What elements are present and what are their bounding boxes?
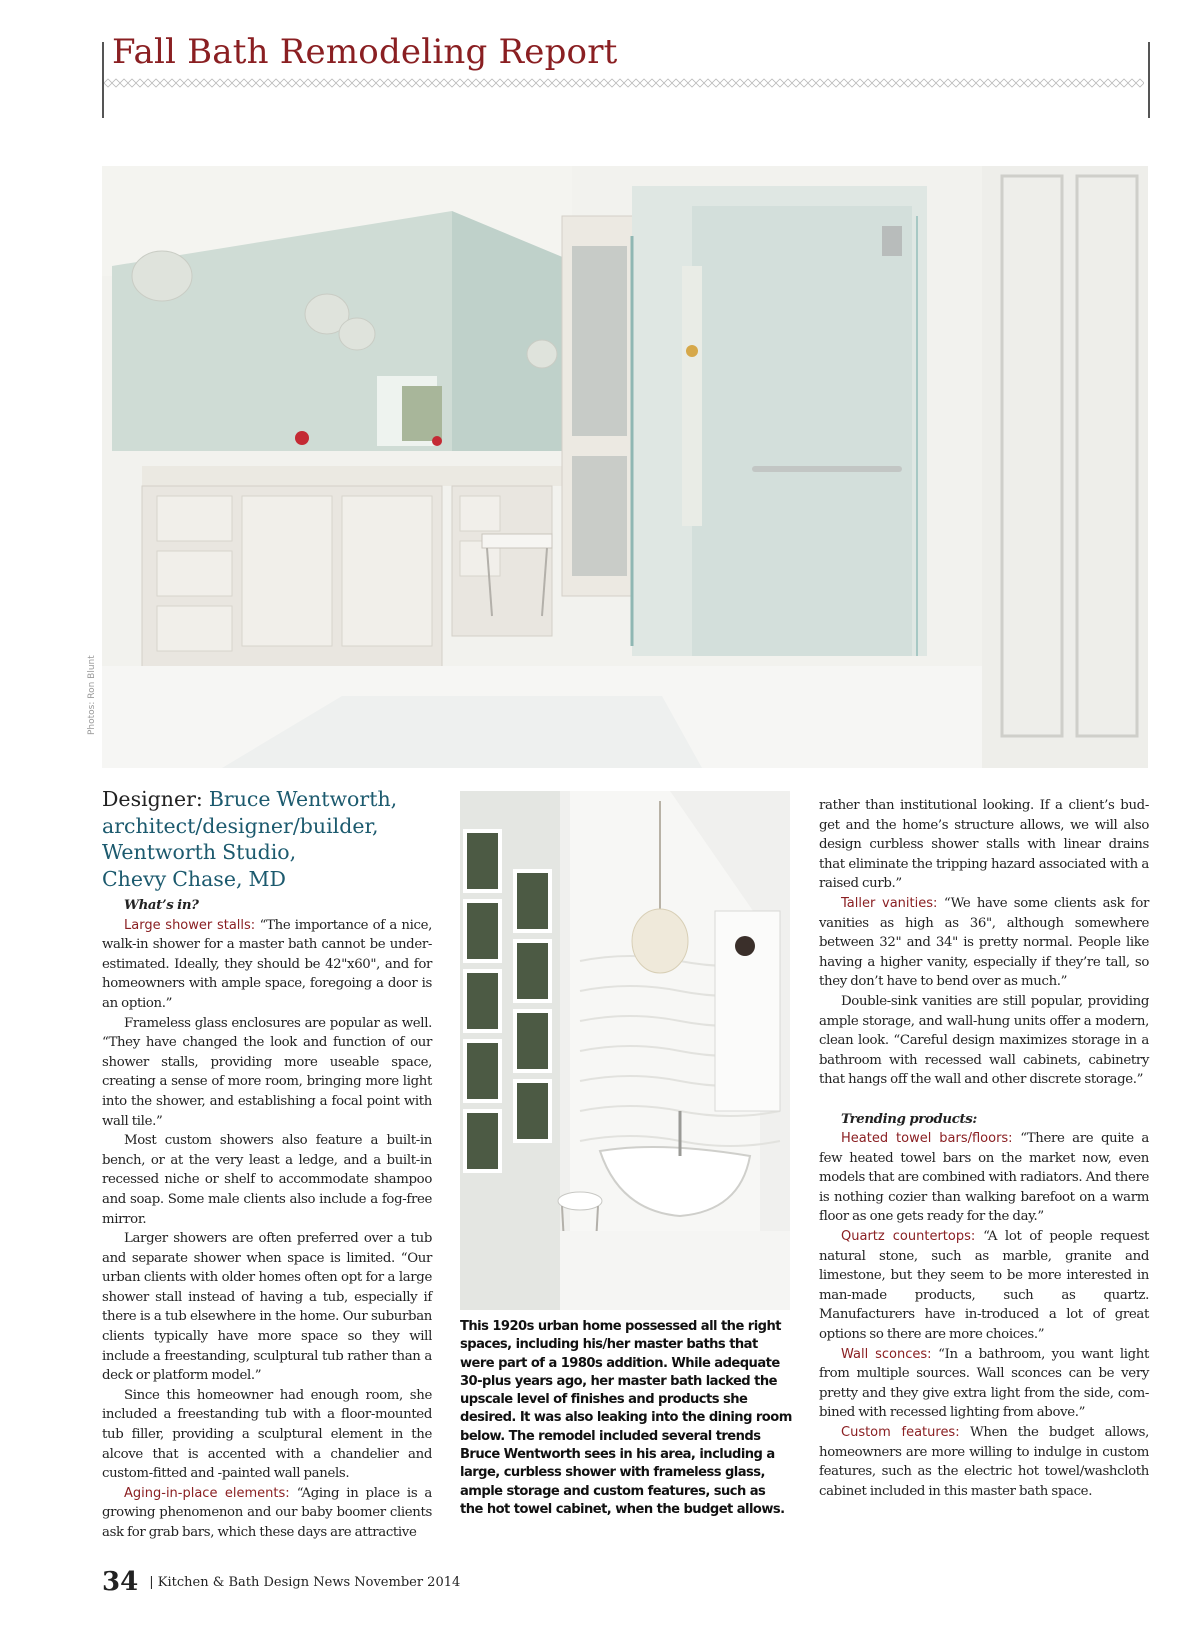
footer-publication: | Kitchen & Bath Design News November 2014 [149, 1574, 461, 1590]
designer-name-line-2: architect/designer/builder, [102, 813, 379, 838]
page-number: 34 [102, 1567, 139, 1597]
designer-credit [102, 786, 432, 892]
paragraph: Since this homeowner had enough room, she included a freestanding tub with a floor-mounted tub filler, providing a sculptural element in the alcove that is accented with a chandelier and custom-fitted and -painted wall panels. [102, 1387, 432, 1482]
photo-credit: Photos: Ron Blunt [87, 655, 97, 735]
paragraph-text: “We have some clients ask for vanities as high as 36", although somewhere between 32" and 34" is pretty normal. People like having a higher vanity, especially if they’re tall, so they don’t have to bend over as much.” [819, 895, 1150, 990]
paragraph: Most custom showers also feature a built-in bench, or at the very least a ledge, and a built-in recessed niche or shelf to accommodate shampoo and soap. Some male clients also include a fog-free mirror. [102, 1133, 432, 1227]
paragraph-text: “There are quite a few heated towel bars on the market now, even models that are combined with radiators. And there is nothing cozier than walking barefoot on a warm floor as one gets ready for the day.” [819, 1131, 1149, 1225]
lead-in: Custom features: [841, 1425, 960, 1440]
lead-in: Taller vanities: [841, 895, 938, 911]
header-rule-right [1148, 42, 1150, 118]
main-bathroom-photo [102, 166, 1148, 768]
paragraph [819, 1129, 1149, 1227]
designer-name-line-3: Wentworth Studio, [102, 840, 297, 864]
paragraph-text: “A lot of people request natural stone, such as marble, granite and limestone, but they seem to be more interested in man-made products, such as quartz. Manufacturers have in-troduced a lot of great options so there are more choices.” [819, 1229, 1149, 1343]
paragraph: Frameless glass enclosures are popular as well. “They have changed the look and function of our shower stalls, providing more useable space, creating a sense of more room, bringing more light into the shower, and establishing a focal point with wall tile.” [102, 1015, 432, 1129]
header-zigzag-rule [104, 78, 1144, 88]
paragraph [819, 1423, 1149, 1501]
lead-in: Large shower stalls: [124, 917, 256, 933]
paragraph-text: “The importance of a nice, walk-in shower for a master bath cannot be under-estimated. Ideally, they should be 42"x60", and for homeowners with ample space, foregoing a door is an option.” [102, 917, 432, 1011]
paragraph [819, 894, 1149, 992]
tub-alcove-photo [460, 791, 790, 1310]
lead-in: Heated towel bars/floors: [841, 1131, 1013, 1147]
paragraph [102, 916, 432, 1014]
lead-in: Quartz countertops: [841, 1229, 976, 1245]
paragraph [819, 1345, 1149, 1423]
whats-in-heading: What’s in? [124, 898, 199, 913]
paragraph-text: “In a bathroom, you want light from multiple sources. Wall sconces can be very pretty and they give extra light from the side, com-bined with recessed lighting from above.” [819, 1346, 1149, 1421]
article-column-3 [819, 796, 1149, 1501]
paragraph: Larger showers are often preferred over a tub and separate shower when space is limited. “Our urban clients with older homes often opt for a large shower stall instead of having a tub, especially if there is a tub elsewhere in the home. Our suburban clients typically have more space so they will include a freestanding, sculptural tub rather than a deck or platform model.” [102, 1231, 432, 1384]
paragraph: rather than institutional looking. If a client’s bud-get and the home’s structure allows, we will also design curbless shower stalls with linear drains that eliminate the tripping hazard associated with a raised curb.” [819, 798, 1149, 892]
photo-caption: This 1920s urban home possessed all the right spaces, including his/her master baths that were part of a 1980s addition. While adequate 30-plus years ago, her master bath lacked the upscale level of finishes and products she desired. It was also leaking into the dining room below. The remodel included several trends Bruce Wentworth sees in his area, including a large, curbless shower with frameless glass, ample storage and custom features, such as the hot towel cabinet, when the budget allows. [460, 1319, 792, 1517]
lead-in: Aging-in-place elements: [124, 1485, 290, 1501]
article-column-1 [102, 786, 432, 1543]
paragraph [102, 1484, 432, 1543]
paragraph [819, 1227, 1149, 1345]
designer-name-line-4: Chevy Chase, MD [102, 866, 286, 891]
paragraph-text: When the budget allows, homeowners are more willing to indulge in custom features, such as the electric hot towel/washcloth cabinet included in this master bath space. [819, 1425, 1149, 1499]
spacer [819, 1090, 1149, 1110]
lead-in: Wall sconces: [841, 1346, 932, 1362]
page-footer [102, 1567, 460, 1597]
paragraph: Double-sink vanities are still popular, providing ample storage, and wall-hung units offer a modern, clean look. “Careful design maximizes storage in a bathroom with recessed wall cabinets, cabinetry that hangs off the wall and other discrete storage.” [819, 993, 1149, 1088]
designer-name-line-1: Bruce Wentworth, [208, 787, 398, 811]
trending-heading: Trending products: [841, 1111, 977, 1127]
paragraph-text: “Aging in place is a growing phenomenon and our baby boomer clients ask for grab bars, which these days are attractive [102, 1485, 432, 1540]
page-title: Fall Bath Remodeling Report [112, 32, 618, 72]
designer-label: Designer: [102, 787, 203, 811]
